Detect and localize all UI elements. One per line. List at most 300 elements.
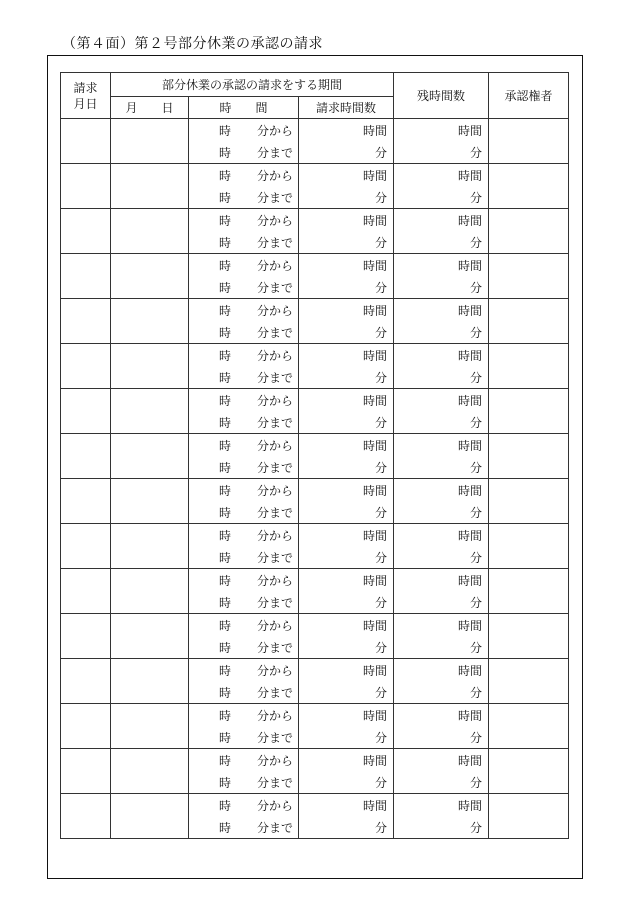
remaining-hours-cell[interactable]: [394, 524, 489, 547]
hours-unit: 時間: [363, 708, 388, 723]
remaining-hours-cell[interactable]: [394, 569, 489, 592]
remaining-hours-cell[interactable]: [394, 479, 489, 502]
hour-label: 時: [219, 708, 232, 723]
minutes-unit: 分: [375, 145, 388, 160]
remaining-minutes-cell[interactable]: [394, 366, 489, 389]
from-label: 分から: [257, 258, 294, 273]
remaining-minutes-cell[interactable]: [394, 411, 489, 434]
requested-hours-cell[interactable]: [299, 119, 394, 142]
approver-cell[interactable]: [489, 659, 569, 704]
table-row: [61, 344, 569, 367]
until-label: 分まで: [257, 235, 294, 250]
hour-label: 時: [219, 730, 232, 745]
approver-cell[interactable]: [489, 569, 569, 614]
table-row: [61, 209, 569, 232]
time-from-cell[interactable]: [189, 209, 299, 232]
header-time: 時 間: [189, 97, 299, 119]
hour-label: 時: [219, 663, 232, 678]
header-period-group: 部分休業の承認の請求をする期間: [111, 73, 394, 97]
time-from-cell[interactable]: [189, 659, 299, 682]
request-date-cell[interactable]: [61, 434, 111, 479]
minutes-unit: 分: [470, 685, 483, 700]
hour-label: 時: [219, 145, 232, 160]
remaining-hours-cell[interactable]: [394, 254, 489, 277]
table-row: [61, 749, 569, 772]
hours-unit: 時間: [458, 213, 483, 228]
remaining-hours-cell[interactable]: [394, 794, 489, 817]
time-until-cell[interactable]: [189, 276, 299, 299]
month-day-cell[interactable]: [111, 344, 189, 389]
month-day-cell[interactable]: [111, 209, 189, 254]
month-day-cell[interactable]: [111, 164, 189, 209]
minutes-unit: 分: [470, 820, 483, 835]
approver-cell[interactable]: [489, 794, 569, 839]
request-date-cell[interactable]: [61, 614, 111, 659]
requested-hours-cell[interactable]: [299, 164, 394, 187]
request-rows: [61, 119, 569, 839]
hours-unit: 時間: [363, 168, 388, 183]
remaining-minutes-cell[interactable]: [394, 456, 489, 479]
requested-minutes-cell[interactable]: [299, 456, 394, 479]
hours-unit: 時間: [363, 213, 388, 228]
month-day-cell[interactable]: [111, 659, 189, 704]
table-row: [61, 164, 569, 187]
requested-hours-cell[interactable]: [299, 389, 394, 412]
minutes-unit: 分: [375, 685, 388, 700]
table-row: [61, 479, 569, 502]
header-request-date-line1: 請求: [73, 80, 98, 95]
approver-cell[interactable]: [489, 704, 569, 749]
time-from-cell[interactable]: [189, 569, 299, 592]
hour-label: 時: [219, 190, 232, 205]
month-day-cell[interactable]: [111, 794, 189, 839]
minutes-unit: 分: [470, 190, 483, 205]
hours-unit: 時間: [458, 618, 483, 633]
until-label: 分まで: [257, 415, 294, 430]
hours-unit: 時間: [458, 708, 483, 723]
month-day-cell[interactable]: [111, 569, 189, 614]
minutes-unit: 分: [375, 730, 388, 745]
until-label: 分まで: [257, 640, 294, 655]
from-label: 分から: [257, 438, 294, 453]
month-day-cell[interactable]: [111, 389, 189, 434]
month-day-cell[interactable]: [111, 749, 189, 794]
requested-hours-cell[interactable]: [299, 479, 394, 502]
time-from-cell[interactable]: [189, 434, 299, 457]
remaining-minutes-cell[interactable]: [394, 591, 489, 614]
hours-unit: 時間: [363, 753, 388, 768]
hour-label: 時: [219, 550, 232, 565]
hour-label: 時: [219, 618, 232, 633]
remaining-hours-cell[interactable]: [394, 749, 489, 772]
requested-hours-cell[interactable]: [299, 614, 394, 637]
from-label: 分から: [257, 303, 294, 318]
month-day-cell[interactable]: [111, 434, 189, 479]
minutes-unit: 分: [470, 235, 483, 250]
from-label: 分から: [257, 573, 294, 588]
hour-label: 時: [219, 258, 232, 273]
requested-minutes-cell[interactable]: [299, 321, 394, 344]
until-label: 分まで: [257, 820, 294, 835]
requested-hours-cell[interactable]: [299, 434, 394, 457]
hour-label: 時: [219, 505, 232, 520]
requested-hours-cell[interactable]: [299, 209, 394, 232]
requested-minutes-cell[interactable]: [299, 276, 394, 299]
requested-minutes-cell[interactable]: [299, 726, 394, 749]
header-remaining-hours: 残時間数: [394, 73, 489, 119]
approver-cell[interactable]: [489, 299, 569, 344]
hour-label: 時: [219, 753, 232, 768]
remaining-minutes-cell[interactable]: [394, 276, 489, 299]
requested-minutes-cell[interactable]: [299, 141, 394, 164]
time-until-cell[interactable]: [189, 501, 299, 524]
requested-hours-cell[interactable]: [299, 569, 394, 592]
request-date-cell[interactable]: [61, 344, 111, 389]
requested-hours-cell[interactable]: [299, 659, 394, 682]
approver-cell[interactable]: [489, 209, 569, 254]
hours-unit: 時間: [458, 753, 483, 768]
requested-minutes-cell[interactable]: [299, 411, 394, 434]
hour-label: 時: [219, 483, 232, 498]
hours-unit: 時間: [363, 123, 388, 138]
minutes-unit: 分: [470, 415, 483, 430]
request-date-cell[interactable]: [61, 164, 111, 209]
request-date-cell[interactable]: [61, 299, 111, 344]
table-row: [61, 794, 569, 817]
table-row: [61, 389, 569, 412]
until-label: 分まで: [257, 280, 294, 295]
hour-label: 時: [219, 640, 232, 655]
approver-cell[interactable]: [489, 749, 569, 794]
until-label: 分まで: [257, 595, 294, 610]
until-label: 分まで: [257, 505, 294, 520]
table-row: [61, 659, 569, 682]
approver-cell[interactable]: [489, 254, 569, 299]
time-until-cell[interactable]: [189, 141, 299, 164]
time-from-cell[interactable]: [189, 794, 299, 817]
approver-cell[interactable]: [489, 164, 569, 209]
until-label: 分まで: [257, 145, 294, 160]
minutes-unit: 分: [470, 370, 483, 385]
month-day-cell[interactable]: [111, 704, 189, 749]
time-from-cell[interactable]: [189, 344, 299, 367]
hour-label: 時: [219, 775, 232, 790]
hours-unit: 時間: [363, 303, 388, 318]
request-date-cell[interactable]: [61, 749, 111, 794]
from-label: 分から: [257, 213, 294, 228]
request-table: [60, 72, 569, 839]
from-label: 分から: [257, 708, 294, 723]
header-request-date-line2: 月日: [73, 96, 98, 111]
time-from-cell[interactable]: [189, 704, 299, 727]
time-until-cell[interactable]: [189, 636, 299, 659]
hour-label: 時: [219, 370, 232, 385]
month-day-cell[interactable]: [111, 299, 189, 344]
hours-unit: 時間: [458, 123, 483, 138]
hours-unit: 時間: [363, 438, 388, 453]
until-label: 分まで: [257, 325, 294, 340]
hours-unit: 時間: [458, 168, 483, 183]
hour-label: 時: [219, 213, 232, 228]
approver-cell[interactable]: [489, 479, 569, 524]
time-until-cell[interactable]: [189, 681, 299, 704]
hours-unit: 時間: [363, 483, 388, 498]
requested-minutes-cell[interactable]: [299, 501, 394, 524]
hours-unit: 時間: [458, 303, 483, 318]
time-until-cell[interactable]: [189, 591, 299, 614]
remaining-minutes-cell[interactable]: [394, 816, 489, 839]
hours-unit: 時間: [458, 348, 483, 363]
table-row: [61, 254, 569, 277]
hours-unit: 時間: [363, 528, 388, 543]
minutes-unit: 分: [470, 595, 483, 610]
header-month-day: 月 日: [111, 97, 189, 119]
requested-hours-cell[interactable]: [299, 704, 394, 727]
hours-unit: 時間: [458, 393, 483, 408]
table-row: [61, 299, 569, 322]
table-row: [61, 614, 569, 637]
hours-unit: 時間: [363, 573, 388, 588]
hour-label: 時: [219, 415, 232, 430]
hour-label: 時: [219, 123, 232, 138]
hour-label: 時: [219, 393, 232, 408]
table-row: [61, 704, 569, 727]
requested-hours-cell[interactable]: [299, 794, 394, 817]
header-request-date: [61, 73, 111, 119]
request-date-cell[interactable]: [61, 209, 111, 254]
remaining-minutes-cell[interactable]: [394, 231, 489, 254]
remaining-hours-cell[interactable]: [394, 704, 489, 727]
requested-hours-cell[interactable]: [299, 524, 394, 547]
hour-label: 時: [219, 168, 232, 183]
minutes-unit: 分: [375, 325, 388, 340]
header-approver: 承認権者: [489, 73, 569, 119]
month-day-cell[interactable]: [111, 614, 189, 659]
hours-unit: 時間: [363, 393, 388, 408]
from-label: 分から: [257, 798, 294, 813]
table-row: [61, 524, 569, 547]
minutes-unit: 分: [375, 460, 388, 475]
hours-unit: 時間: [363, 798, 388, 813]
hours-unit: 時間: [458, 573, 483, 588]
request-date-cell[interactable]: [61, 479, 111, 524]
minutes-unit: 分: [375, 370, 388, 385]
requested-minutes-cell[interactable]: [299, 186, 394, 209]
remaining-hours-cell[interactable]: [394, 119, 489, 142]
table-row: [61, 569, 569, 592]
hour-label: 時: [219, 348, 232, 363]
hour-label: 時: [219, 303, 232, 318]
from-label: 分から: [257, 753, 294, 768]
request-date-cell[interactable]: [61, 524, 111, 569]
from-label: 分から: [257, 483, 294, 498]
from-label: 分から: [257, 393, 294, 408]
request-date-cell[interactable]: [61, 569, 111, 614]
approver-cell[interactable]: [489, 344, 569, 389]
hour-label: 時: [219, 325, 232, 340]
header-requested-hours: 請求時間数: [299, 97, 394, 119]
time-from-cell[interactable]: [189, 389, 299, 412]
requested-hours-cell[interactable]: [299, 254, 394, 277]
until-label: 分まで: [257, 370, 294, 385]
request-date-cell[interactable]: [61, 704, 111, 749]
time-from-cell[interactable]: [189, 299, 299, 322]
hours-unit: 時間: [458, 258, 483, 273]
remaining-hours-cell[interactable]: [394, 299, 489, 322]
time-until-cell[interactable]: [189, 186, 299, 209]
month-day-cell[interactable]: [111, 119, 189, 164]
remaining-hours-cell[interactable]: [394, 209, 489, 232]
approver-cell[interactable]: [489, 614, 569, 659]
requested-minutes-cell[interactable]: [299, 771, 394, 794]
remaining-hours-cell[interactable]: [394, 659, 489, 682]
minutes-unit: 分: [470, 460, 483, 475]
time-from-cell[interactable]: [189, 119, 299, 142]
from-label: 分から: [257, 663, 294, 678]
request-date-cell[interactable]: [61, 659, 111, 704]
until-label: 分まで: [257, 460, 294, 475]
until-label: 分まで: [257, 190, 294, 205]
time-until-cell[interactable]: [189, 231, 299, 254]
request-date-cell[interactable]: [61, 389, 111, 434]
minutes-unit: 分: [470, 145, 483, 160]
time-until-cell[interactable]: [189, 411, 299, 434]
minutes-unit: 分: [470, 280, 483, 295]
requested-hours-cell[interactable]: [299, 299, 394, 322]
time-until-cell[interactable]: [189, 366, 299, 389]
time-until-cell[interactable]: [189, 726, 299, 749]
page-title: （第４面）第２号部分休業の承認の請求: [62, 36, 323, 52]
hour-label: 時: [219, 573, 232, 588]
remaining-hours-cell[interactable]: [394, 614, 489, 637]
hours-unit: 時間: [458, 438, 483, 453]
hour-label: 時: [219, 798, 232, 813]
remaining-minutes-cell[interactable]: [394, 636, 489, 659]
approver-cell[interactable]: [489, 434, 569, 479]
requested-minutes-cell[interactable]: [299, 636, 394, 659]
time-until-cell[interactable]: [189, 816, 299, 839]
time-from-cell[interactable]: [189, 164, 299, 187]
hour-label: 時: [219, 280, 232, 295]
request-date-cell[interactable]: [61, 254, 111, 299]
minutes-unit: 分: [470, 550, 483, 565]
remaining-hours-cell[interactable]: [394, 389, 489, 412]
time-until-cell[interactable]: [189, 456, 299, 479]
hour-label: 時: [219, 438, 232, 453]
requested-minutes-cell[interactable]: [299, 591, 394, 614]
approver-cell[interactable]: [489, 389, 569, 434]
minutes-unit: 分: [470, 775, 483, 790]
requested-minutes-cell[interactable]: [299, 366, 394, 389]
remaining-minutes-cell[interactable]: [394, 141, 489, 164]
hours-unit: 時間: [363, 258, 388, 273]
hours-unit: 時間: [363, 348, 388, 363]
time-from-cell[interactable]: [189, 749, 299, 772]
remaining-hours-cell[interactable]: [394, 434, 489, 457]
until-label: 分まで: [257, 550, 294, 565]
table-row: [61, 119, 569, 142]
time-from-cell[interactable]: [189, 614, 299, 637]
minutes-unit: 分: [470, 730, 483, 745]
time-from-cell[interactable]: [189, 254, 299, 277]
approver-cell[interactable]: [489, 119, 569, 164]
remaining-minutes-cell[interactable]: [394, 501, 489, 524]
from-label: 分から: [257, 168, 294, 183]
minutes-unit: 分: [375, 820, 388, 835]
minutes-unit: 分: [470, 505, 483, 520]
minutes-unit: 分: [375, 505, 388, 520]
request-date-cell[interactable]: [61, 119, 111, 164]
hour-label: 時: [219, 685, 232, 700]
minutes-unit: 分: [375, 595, 388, 610]
hour-label: 時: [219, 528, 232, 543]
remaining-minutes-cell[interactable]: [394, 681, 489, 704]
requested-minutes-cell[interactable]: [299, 231, 394, 254]
minutes-unit: 分: [375, 280, 388, 295]
requested-minutes-cell[interactable]: [299, 816, 394, 839]
hours-unit: 時間: [458, 798, 483, 813]
from-label: 分から: [257, 618, 294, 633]
requested-hours-cell[interactable]: [299, 344, 394, 367]
from-label: 分から: [257, 528, 294, 543]
remaining-hours-cell[interactable]: [394, 344, 489, 367]
month-day-cell[interactable]: [111, 524, 189, 569]
hours-unit: 時間: [458, 528, 483, 543]
minutes-unit: 分: [375, 190, 388, 205]
requested-minutes-cell[interactable]: [299, 681, 394, 704]
minutes-unit: 分: [470, 640, 483, 655]
time-from-cell[interactable]: [189, 524, 299, 547]
minutes-unit: 分: [375, 235, 388, 250]
time-until-cell[interactable]: [189, 771, 299, 794]
until-label: 分まで: [257, 730, 294, 745]
hour-label: 時: [219, 460, 232, 475]
requested-hours-cell[interactable]: [299, 749, 394, 772]
time-until-cell[interactable]: [189, 321, 299, 344]
from-label: 分から: [257, 123, 294, 138]
remaining-minutes-cell[interactable]: [394, 186, 489, 209]
hour-label: 時: [219, 820, 232, 835]
minutes-unit: 分: [375, 550, 388, 565]
hours-unit: 時間: [363, 663, 388, 678]
hours-unit: 時間: [458, 663, 483, 678]
month-day-cell[interactable]: [111, 254, 189, 299]
time-until-cell[interactable]: [189, 546, 299, 569]
until-label: 分まで: [257, 775, 294, 790]
minutes-unit: 分: [375, 415, 388, 430]
approver-cell[interactable]: [489, 524, 569, 569]
remaining-minutes-cell[interactable]: [394, 546, 489, 569]
hours-unit: 時間: [458, 483, 483, 498]
hours-unit: 時間: [363, 618, 388, 633]
hour-label: 時: [219, 235, 232, 250]
minutes-unit: 分: [375, 640, 388, 655]
until-label: 分まで: [257, 685, 294, 700]
requested-minutes-cell[interactable]: [299, 546, 394, 569]
month-day-cell[interactable]: [111, 479, 189, 524]
remaining-minutes-cell[interactable]: [394, 321, 489, 344]
remaining-hours-cell[interactable]: [394, 164, 489, 187]
remaining-minutes-cell[interactable]: [394, 771, 489, 794]
table-row: [61, 434, 569, 457]
from-label: 分から: [257, 348, 294, 363]
request-date-cell[interactable]: [61, 794, 111, 839]
minutes-unit: 分: [375, 775, 388, 790]
remaining-minutes-cell[interactable]: [394, 726, 489, 749]
minutes-unit: 分: [470, 325, 483, 340]
time-from-cell[interactable]: [189, 479, 299, 502]
hour-label: 時: [219, 595, 232, 610]
